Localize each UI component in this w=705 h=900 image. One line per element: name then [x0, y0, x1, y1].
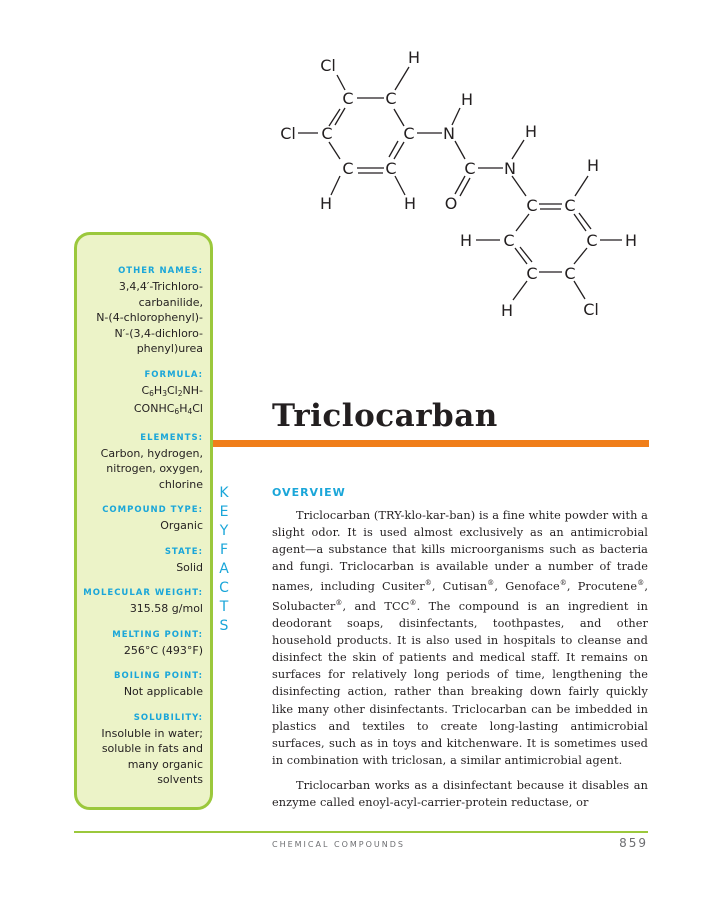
formula-part: C — [141, 383, 150, 397]
atom-c13: C — [564, 264, 576, 283]
formula-part: CONHC — [133, 402, 175, 415]
solubility-label: SOLUBILITY: — [133, 712, 203, 723]
registered-mark: ® — [487, 579, 495, 588]
molecular-weight-label: MOLECULAR WEIGHT: — [83, 588, 203, 598]
formula-subscript: 6 — [174, 407, 180, 416]
atom-h3: H — [524, 122, 538, 141]
text-run: , Procutene — [566, 580, 638, 594]
state-label: STATE: — [164, 546, 203, 557]
formula-part: Cl — [192, 402, 203, 415]
melting-point-value: 256°C (493°F) — [123, 643, 203, 657]
heading-letter: A — [219, 561, 229, 577]
formula-line-1 — [74, 383, 203, 402]
overview-paragraph-1 — [272, 507, 648, 769]
atom-h7: H — [459, 231, 473, 250]
atom-n1: N — [443, 124, 455, 143]
text-run: . The compound is an ingredient in deodorant soaps, disinfectants, toothpastes, and other household products. It is also used in hospitals to cleanse and disinfect the skin of patients and medical staff. It remains on surfaces for relatively long periods of time, lengthening the disinfecting action, rather than breaking down fairly quickly like many other disinfectants. Triclocarban can be imbedded in plastics and textiles to create long-lasting antimicrobial surfaces, such as in toys and kitchenware. It is sometimes used in combination with triclosan, a similar antimicrobial agent. — [272, 600, 648, 767]
atom-c4: C — [403, 124, 415, 143]
state-value: Solid — [176, 560, 203, 574]
overview-paragraph-2: Triclocarban works as a disinfectant because it disables an enzyme called enoyl-acyl-carrier-protein reductase, or — [272, 778, 648, 810]
text-run: Triclocarban (TRY-klo-kar-ban) is a fine white powder with a slight odor. It is used almost exclusively as an antimicrobial agent—a substance that kills microorganisms such as bacteria and fungi. Triclocarban is available under a number of trade names, including Cusiter — [272, 509, 648, 594]
formula-subscript: 3 — [162, 388, 167, 398]
heading-letter: F — [219, 542, 229, 558]
other-names-label: OTHER NAMES: — [118, 266, 203, 276]
other-names-value — [74, 279, 203, 357]
text-run: , and TCC — [342, 600, 410, 613]
formula-subscript: 4 — [187, 407, 193, 416]
elements-line: chlorine — [158, 477, 203, 491]
key-facts-box — [74, 232, 213, 810]
title-rule — [213, 440, 649, 447]
atom-c5: C — [342, 159, 354, 178]
compound-type-label: COMPOUND TYPE: — [102, 505, 203, 515]
atom-c7: C — [464, 159, 476, 178]
footer-section-name: CHEMICAL COMPOUNDS — [272, 840, 405, 849]
other-names-line: 3,4,4′-Trichloro- — [118, 280, 203, 293]
atom-c1: C — [342, 89, 354, 108]
atom-c12: C — [526, 264, 538, 283]
elements-line: nitrogen, oxygen, — [106, 462, 203, 475]
overview-heading: OVERVIEW — [272, 486, 346, 499]
heading-letter: S — [219, 618, 229, 634]
atom-c2: C — [385, 89, 397, 108]
heading-letter: Y — [219, 523, 229, 539]
boiling-point-label: BOILING POINT: — [114, 671, 203, 681]
other-names-line: phenyl)urea — [136, 342, 203, 355]
atom-c3: C — [321, 124, 333, 143]
solubility-line: solvents — [157, 773, 203, 786]
formula-subscript: 2 — [177, 388, 183, 398]
formula-value — [74, 383, 203, 420]
registered-mark: ® — [637, 579, 645, 588]
formula-part: NH- — [182, 383, 203, 397]
atom-h8: H — [624, 231, 638, 250]
page-number: 859 — [619, 836, 648, 850]
atom-cl2: Cl — [280, 124, 296, 143]
heading-letter: C — [219, 580, 229, 596]
registered-mark: ® — [559, 579, 567, 588]
solubility-line: Insoluble in water; — [101, 726, 203, 740]
heading-letter: T — [219, 599, 229, 615]
atom-h1: H — [407, 48, 421, 67]
atom-h4: H — [586, 156, 600, 175]
solubility-line: many organic — [127, 757, 203, 771]
formula-part: Cl — [166, 383, 178, 397]
formula-part: H — [153, 383, 163, 397]
text-run: , Cutisan — [431, 580, 488, 594]
registered-mark: ® — [409, 599, 417, 608]
atom-c6: C — [385, 159, 397, 178]
registered-mark: ® — [335, 599, 343, 608]
registered-mark: ® — [424, 579, 432, 588]
atom-c8: C — [526, 196, 538, 215]
footer-rule — [74, 831, 648, 833]
solubility-value — [74, 726, 203, 788]
page-title: Triclocarban — [272, 398, 498, 434]
text-run: , Genoface — [494, 580, 560, 594]
heading-letter: K — [219, 485, 229, 501]
atom-cl3: Cl — [583, 300, 599, 319]
text-run: , Solubacter — [272, 580, 649, 613]
atom-h9: H — [500, 301, 514, 320]
atom-o1: O — [444, 194, 458, 213]
key-facts-list — [74, 265, 210, 788]
compound-type-value: Organic — [160, 519, 203, 532]
formula-label: FORMULA: — [144, 369, 203, 380]
molecular-weight-value: 315.58 g/mol — [129, 602, 203, 615]
formula-line-2 — [74, 401, 203, 420]
atom-n2: N — [504, 159, 516, 178]
elements-label: ELEMENTS: — [140, 432, 203, 443]
overview-body — [272, 507, 648, 819]
other-names-line: N-(4-chlorophenyl)- — [96, 311, 203, 324]
atom-h5: H — [319, 194, 333, 213]
heading-letter: E — [219, 504, 229, 520]
formula-subscript: 6 — [149, 388, 154, 398]
solubility-line: soluble in fats and — [101, 742, 203, 755]
atom-h2: H — [460, 90, 474, 109]
elements-line: Carbon, hydrogen, — [100, 446, 203, 460]
boiling-point-value: Not applicable — [123, 685, 203, 698]
formula-part: H — [179, 402, 188, 415]
key-facts-heading — [213, 484, 235, 636]
other-names-line: N′-(3,4-dichloro- — [114, 326, 203, 340]
atom-cl1: Cl — [320, 56, 336, 75]
elements-value — [74, 446, 203, 493]
atom-c9: C — [564, 196, 576, 215]
atom-c10: C — [503, 231, 515, 250]
atom-c11: C — [586, 231, 598, 250]
melting-point-label: MELTING POINT: — [112, 629, 203, 640]
atom-h6: H — [403, 194, 417, 213]
other-names-line: carbanilide, — [138, 295, 203, 309]
